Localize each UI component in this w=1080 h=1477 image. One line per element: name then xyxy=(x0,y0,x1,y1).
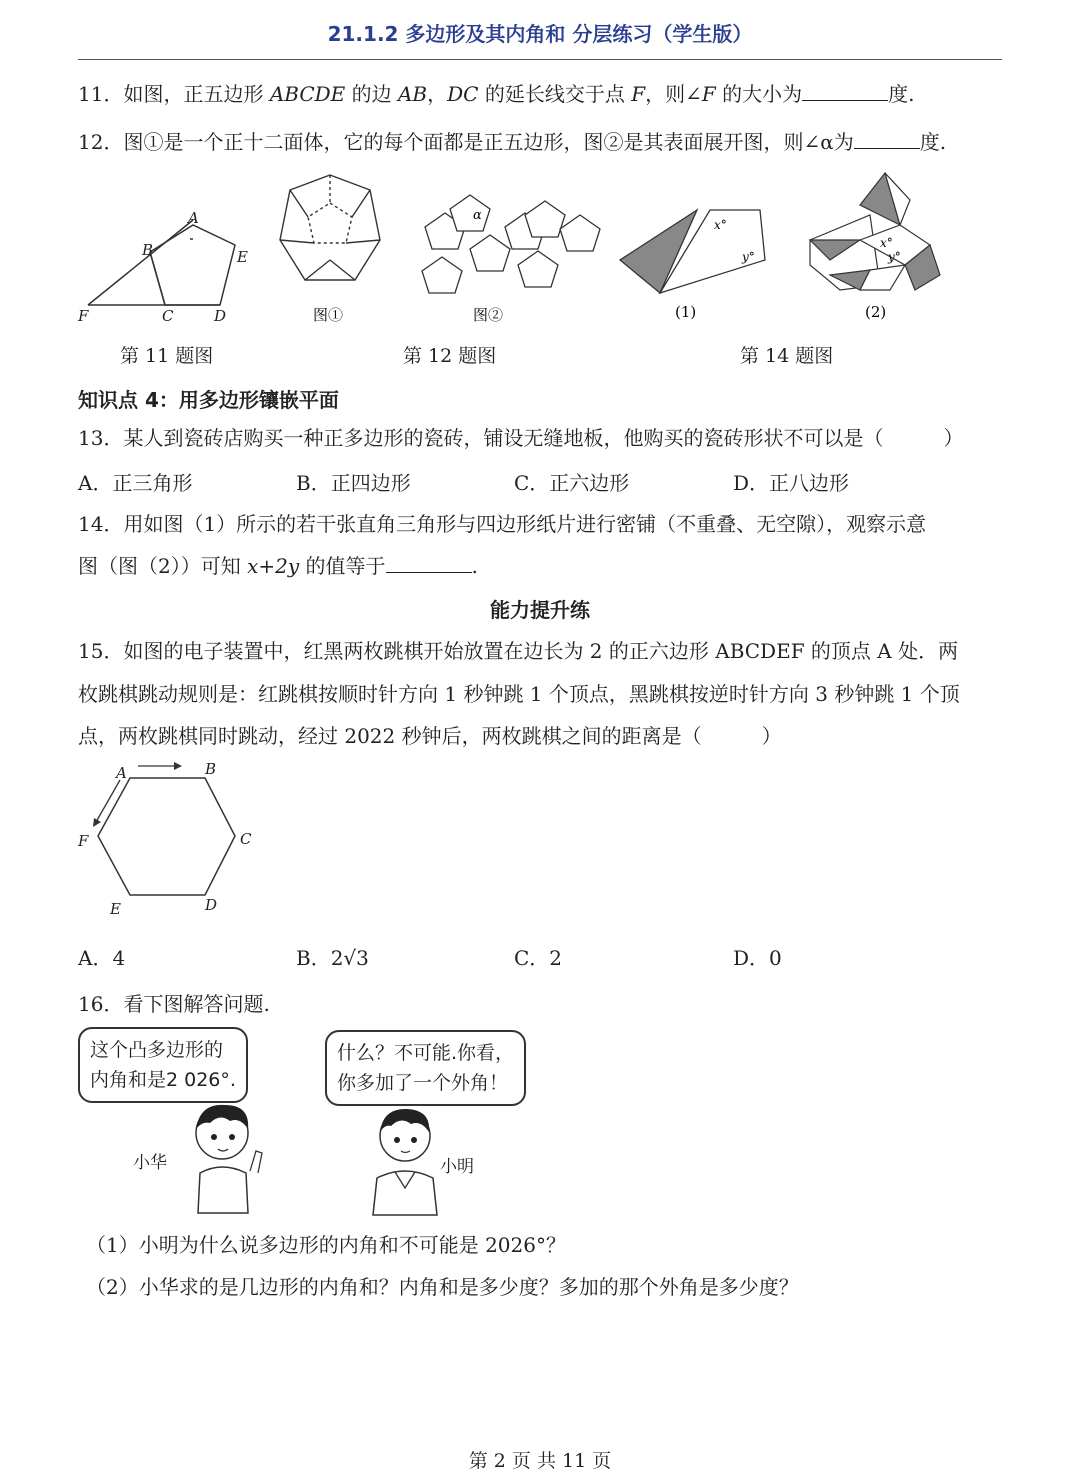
ability-section-title: 能力提升练 xyxy=(490,598,590,622)
name-xiaoming: 小明 xyxy=(440,1157,474,1177)
name-xiaohua: 小华 xyxy=(133,1153,167,1173)
hex-label-e: E xyxy=(110,900,121,918)
question-15-line1: 15．如图的电子装置中，红黑两枚跳棋开始放置在边长为 2 的正六边形 ABCDEF 的顶点 A 处．两 xyxy=(78,639,959,663)
q15-option-b[interactable]: B．2√3 xyxy=(296,946,369,970)
hex-label-a: A xyxy=(116,764,127,782)
fig11-label-a: A xyxy=(188,209,199,227)
question-13: 13．某人到瓷砖店购买一种正多边形的瓷砖，铺设无缝地板，他购买的瓷砖形状不可以是（ ） xyxy=(78,426,964,450)
header-divider xyxy=(78,59,1002,60)
fig11-caption: 第 11 题图 xyxy=(120,345,214,367)
page-footer: 第 2 页 共 11 页 xyxy=(468,1450,612,1472)
fig12-net xyxy=(422,195,600,293)
fig12-alpha-label: α xyxy=(473,208,482,223)
answer-blank-12[interactable] xyxy=(854,130,920,149)
fig12-sub1: 图① xyxy=(313,306,344,324)
question-15-line2: 枚跳棋跳动规则是：红跳棋按顺时针方向 1 秒钟跳 1 个顶点，黑跳棋按逆时针方向 3 秒钟跳 1 个顶 xyxy=(78,682,960,706)
question-15-line3: 点，两枚跳棋同时跳动，经过 2022 秒钟后，两枚跳棋之间的距离是（ ） xyxy=(78,724,782,748)
q13-option-a[interactable]: A．正三角形 xyxy=(78,471,193,495)
fig14-sub2: (2) xyxy=(865,303,887,321)
hex-label-d: D xyxy=(205,896,218,914)
q13-option-d[interactable]: D．正八边形 xyxy=(733,471,850,495)
speech-bubble-xiaohua: 这个凸多边形的 内角和是2 026°. xyxy=(78,1027,248,1103)
fig14-caption: 第 14 题图 xyxy=(740,345,834,367)
fig14-sub1: (1) xyxy=(675,303,697,321)
fig14-tiling xyxy=(810,173,940,290)
fig14-x-label: x° xyxy=(714,218,727,232)
fig11-label-d: D xyxy=(214,307,227,325)
q15-option-d[interactable]: D．0 xyxy=(733,946,782,970)
fig14-x2-label: x° xyxy=(880,236,893,250)
fig12-sub2: 图② xyxy=(473,306,504,324)
q13-option-b[interactable]: B．正四边形 xyxy=(296,471,411,495)
question-14-line2: 图（图（2））可知 x+2y 的值等于 . xyxy=(78,554,478,578)
fig11-label-f: F xyxy=(78,307,89,325)
question-16-part2: （2）小华求的是几边形的内角和？内角和是多少度？多加的那个外角是多少度？ xyxy=(86,1275,799,1299)
question-16-title: 16．看下图解答问题. xyxy=(78,992,270,1016)
hex-label-c: C xyxy=(240,830,252,848)
fig14-y2-label: y° xyxy=(888,250,901,264)
fig12-caption: 第 12 题图 xyxy=(403,345,497,367)
hex-label-f: F xyxy=(78,832,89,850)
hexagon-diagram xyxy=(70,758,280,923)
question-11: 11．如图，正五边形 ABCDE 的边 AB，DC 的延长线交于点 F，则∠F 的大小为 度. xyxy=(78,82,915,106)
fig11-pentagon-diagram xyxy=(88,220,235,305)
answer-blank-11[interactable] xyxy=(802,82,888,101)
speech-bubble-xiaoming: 什么？不可能.你看， 你多加了一个外角！ xyxy=(325,1030,526,1106)
section-4-title: 知识点 4：用多边形镶嵌平面 xyxy=(78,388,339,412)
q15-option-a[interactable]: A．4 xyxy=(78,946,126,970)
page-header-title: 21.1.2 多边形及其内角和 分层练习（学生版） xyxy=(327,22,753,46)
fig14-y-label: y° xyxy=(742,250,755,264)
q13-option-c[interactable]: C．正六边形 xyxy=(514,471,630,495)
question-16-part1: （1）小明为什么说多边形的内角和不可能是 2026°？ xyxy=(86,1233,566,1257)
answer-blank-14[interactable] xyxy=(386,554,472,573)
fig11-label-b: B xyxy=(142,241,154,259)
figures-row xyxy=(70,165,970,335)
fig12-dodecahedron xyxy=(280,175,380,280)
question-14-line1: 14．用如图（1）所示的若干张直角三角形与四边形纸片进行密铺（不重叠、无空隙），观察示意 xyxy=(78,512,927,536)
xiaohua-figure xyxy=(180,1095,270,1220)
xiaoming-figure xyxy=(365,1100,445,1220)
fig11-label-e: E xyxy=(237,248,248,266)
question-12: 12．图①是一个正十二面体，它的每个面都是正五边形，图②是其表面展开图，则∠α为 度. xyxy=(78,130,947,154)
q15-option-c[interactable]: C．2 xyxy=(514,946,563,970)
fig11-label-c: C xyxy=(162,307,174,325)
hex-label-b: B xyxy=(205,760,217,778)
